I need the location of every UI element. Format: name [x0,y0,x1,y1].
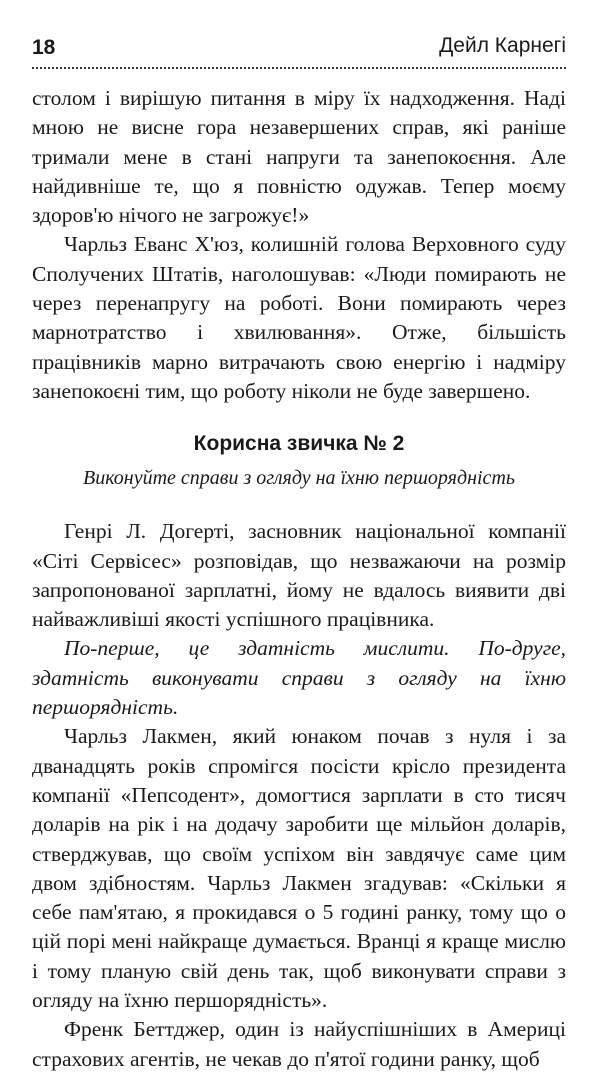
paragraph-2: Чарльз Еванс Х'юз, колишній голова Верховного суду Сполучених Штатів, наголошував: «Люди помирають не через перенапругу на роботі. Вони помирають через марнотратство і хвилювання». Отже, більшість працівників марно витрачають свою енергію і надміру занепокоєні тим, що роботу ніколи не буде завершено. [32,232,566,403]
section-heading: Корисна звичка № 2 [193,432,405,456]
page-header [32,28,566,66]
header-divider [32,67,566,69]
paragraph-6: Френк Беттджер, один із найуспішніших в Америці страхових агентів, не чекав до п'ятої години ранку, щоб [32,1017,566,1071]
paragraph-3: Генрі Л. Догерті, засновник національної компанії «Сіті Сервісес» розповідав, що незважаючи на розмір запропонованої зарплатні, йому не вдалось виявити дві найважливіші якості успішного працівника. [32,519,566,632]
page-body [32,84,566,1074]
paragraph-5: Чарльз Лакмен, який юнаком почав з нуля і за дванадцять років спромігся посісти крісло президента компанії «Пепсодент», домогтися зарплати в сто тисяч доларів на рік і на додачу заробити ще мільйон доларів, стверджував, що своїм успіхом він завдячує саме цим двом здібностям. Чарльз Лакмен згадував: «Скільки я себе пам'ятаю, я прокидався о 5 годині ранку, тому що о цій порі мені найкраще думається. Вранці я краще мислю і тому планую свій день так, щоб виконувати справи з огляду на їхню першорядність». [32,724,566,1013]
section-subheading: Виконуйте справи з огляду на їхню першорядність [83,467,515,490]
running-title: Дейл Карнегі [439,34,566,57]
page-number: 18 [32,36,56,59]
paragraph-1: столом і вирішую питання в міру їх надходження. Наді мною не висне гора незавершених справ, які раніше тримали мене в стані напруги та занепокоєння. Але найдивніше те, що я повністю одужав. Тепер моєму здоров'ю нічого не загрожує!» [32,86,566,228]
paragraph-4: По-перше, це здатність мислити. По-друге, здатність виконувати справи з огляду на їхню першорядність. [32,636,566,720]
